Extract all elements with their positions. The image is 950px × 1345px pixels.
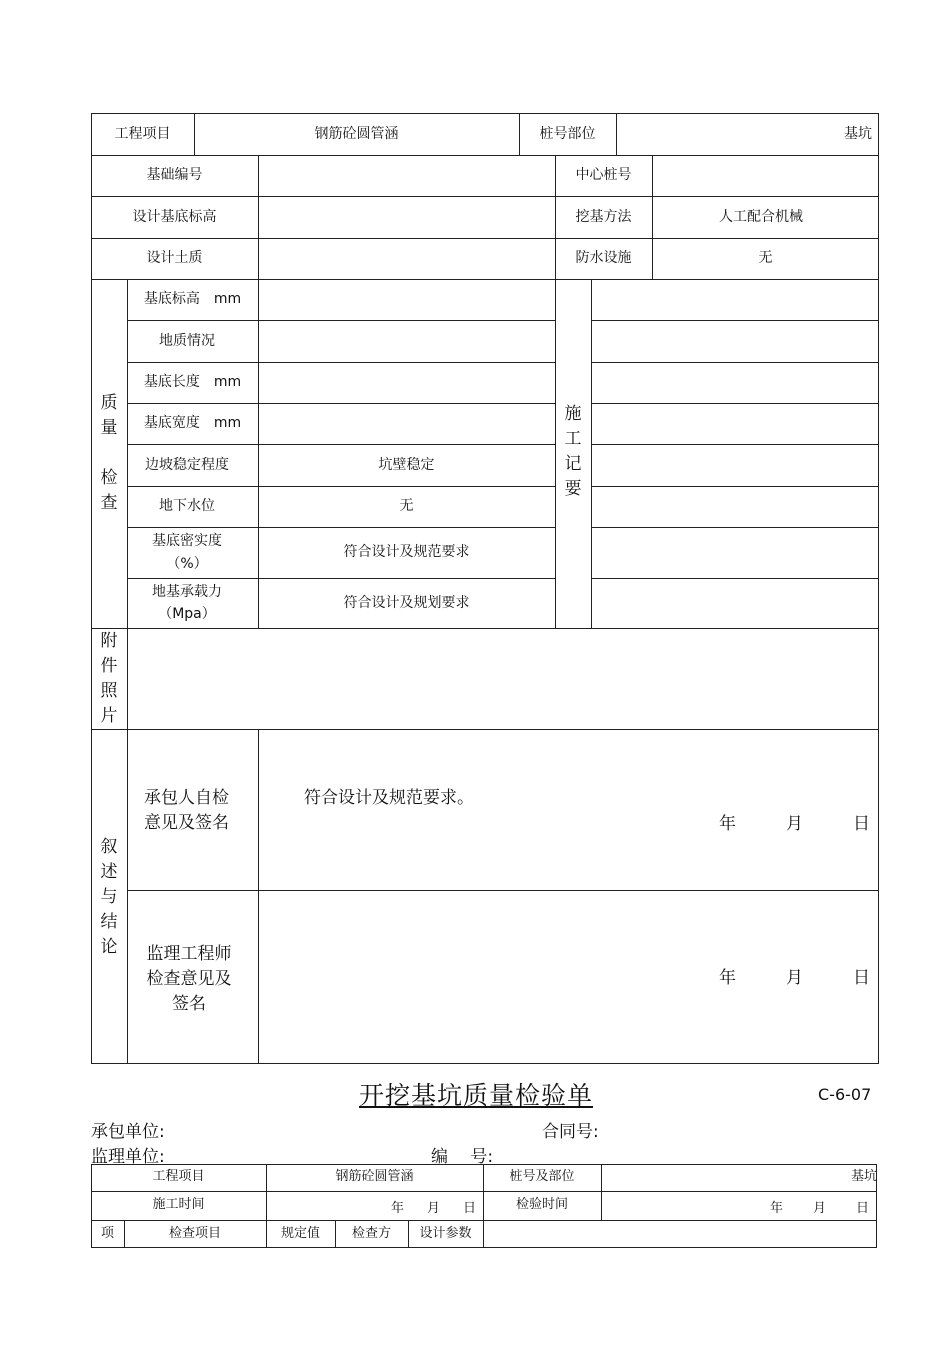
row-divider — [591, 320, 879, 321]
station-part-label: 桩号及部位 — [509, 1169, 575, 1185]
supervisor-year: 年 — [719, 968, 736, 988]
center-station-label: 中心桩号 — [575, 167, 632, 184]
quality-item-value: 坑壁稳定 — [378, 456, 435, 473]
foundation-no-value — [258, 155, 555, 196]
construction-year: 年 — [391, 1201, 405, 1216]
design-soil-label: 设计土质 — [146, 250, 203, 267]
supervisor-opinion-label: 监理工程师 检查意见及 签名 — [146, 944, 232, 1014]
quality-item-value — [258, 362, 555, 403]
waterproof-label: 防水设施 — [575, 250, 632, 267]
row-divider — [591, 486, 879, 487]
construction-day: 日 — [463, 1201, 477, 1216]
waterproof-value: 无 — [758, 250, 773, 267]
quality-item-value: 无 — [399, 498, 414, 515]
design-soil-value — [258, 238, 555, 279]
supervision-unit-label: 监理单位: — [91, 1147, 165, 1167]
section-label-char: 质 — [100, 393, 118, 413]
row-divider — [91, 628, 879, 629]
project-value: 钢筋砼圆管涵 — [335, 1169, 414, 1185]
contractor-unit-label: 承包单位: — [91, 1122, 165, 1142]
center-station-value — [652, 155, 879, 196]
contractor-day: 日 — [853, 814, 870, 834]
attachments-label — [91, 628, 127, 729]
attachments-label-char: 片 — [100, 705, 118, 726]
contractor-month: 月 — [786, 814, 803, 834]
serial-no-label: 编 号: — [431, 1147, 494, 1167]
construction-month: 月 — [427, 1201, 441, 1216]
project-value: 钢筋砼圆管涵 — [314, 125, 399, 142]
records-label-char: 施 — [564, 404, 582, 424]
excavation-method-label: 挖基方法 — [575, 208, 632, 225]
quality-item-label: 地基承载力 （Mpa） — [152, 583, 222, 622]
quality-item-label: 地下水位 — [159, 498, 215, 515]
excavation-method-value: 人工配合机械 — [719, 208, 803, 225]
construction-time-label: 施工时间 — [152, 1197, 205, 1213]
narrative-label-char: 与 — [100, 887, 118, 907]
design-base-elevation-value — [258, 196, 555, 238]
quality-item-value — [258, 320, 555, 362]
records-label-char: 记 — [564, 454, 582, 474]
design-base-elevation-label: 设计基底标高 — [132, 208, 217, 225]
check-item-header: 检查项目 — [168, 1225, 221, 1241]
supervisor-month: 月 — [786, 968, 803, 988]
col-divider — [258, 729, 259, 1064]
attachments-label-char: 照 — [100, 680, 118, 701]
contractor-opinion-text: 符合设计及规范要求。 — [304, 788, 474, 808]
quality-item-label: 基底密实度 （%） — [152, 533, 222, 572]
row-divider — [591, 403, 879, 404]
quality-item-value: 符合设计及规范要求 — [343, 544, 470, 561]
quality-item-value — [258, 279, 555, 320]
contract-no-label: 合同号: — [542, 1122, 599, 1142]
station-label: 桩号部位 — [539, 125, 596, 142]
row-divider — [591, 578, 879, 579]
col-divider — [127, 628, 128, 1064]
quality-item-label: 边坡稳定程度 — [145, 456, 229, 473]
records-label-char: 工 — [564, 429, 582, 449]
narrative-label-char: 述 — [100, 862, 118, 882]
quality-item-label: 基底长度 mm — [143, 374, 242, 391]
attachments-label-char: 件 — [100, 655, 118, 676]
narrative-label-char: 叙 — [100, 837, 118, 857]
quality-item-value: 符合设计及规划要求 — [343, 594, 470, 611]
col-divider — [591, 279, 592, 628]
form-code: C-6-07 — [818, 1085, 872, 1104]
inspection-time-label: 检验时间 — [515, 1197, 568, 1213]
project-label: 工程项目 — [152, 1169, 205, 1185]
quality-item-value — [258, 403, 555, 444]
inspection-year: 年 — [770, 1201, 784, 1216]
quality-check-section-label — [91, 279, 127, 628]
row-divider — [91, 729, 879, 730]
contractor-opinion-label: 承包人自检 意见及签名 — [144, 788, 229, 833]
section-label-char: 检 — [100, 468, 118, 488]
station-part-value: 基坑 — [850, 1169, 877, 1185]
narrative-label-char: 论 — [100, 937, 118, 957]
form-title: 开挖基坑质量检验单 — [359, 1081, 594, 1110]
project-label: 工程项目 — [114, 125, 171, 142]
section-label-char: 量 — [100, 418, 118, 438]
inspection-day: 日 — [856, 1201, 870, 1216]
narrative-conclusion-label — [91, 729, 127, 1064]
spec-value-header: 规定值 — [280, 1225, 320, 1241]
row-divider — [591, 362, 879, 363]
section-label-char: 查 — [100, 493, 118, 513]
construction-records-label — [555, 279, 591, 628]
row-divider — [591, 527, 879, 528]
row-divider — [591, 444, 879, 445]
quality-item-label: 基底宽度 mm — [143, 415, 242, 432]
attachments-label-char: 附 — [100, 630, 118, 651]
station-value: 基坑 — [844, 125, 872, 142]
row-divider — [127, 890, 879, 891]
check-method-header: 检查方 — [351, 1225, 391, 1241]
records-label-char: 要 — [564, 479, 582, 499]
design-param-header: 设计参数 — [419, 1225, 472, 1241]
contractor-year: 年 — [719, 814, 736, 834]
foundation-no-label: 基础编号 — [146, 167, 203, 184]
narrative-label-char: 结 — [100, 912, 118, 932]
quality-item-label: 地质情况 — [159, 332, 215, 349]
inspection-month: 月 — [813, 1201, 827, 1216]
item-column-header: 项 — [100, 1225, 114, 1241]
supervisor-day: 日 — [853, 968, 870, 988]
quality-item-label: 基底标高 mm — [143, 291, 242, 308]
